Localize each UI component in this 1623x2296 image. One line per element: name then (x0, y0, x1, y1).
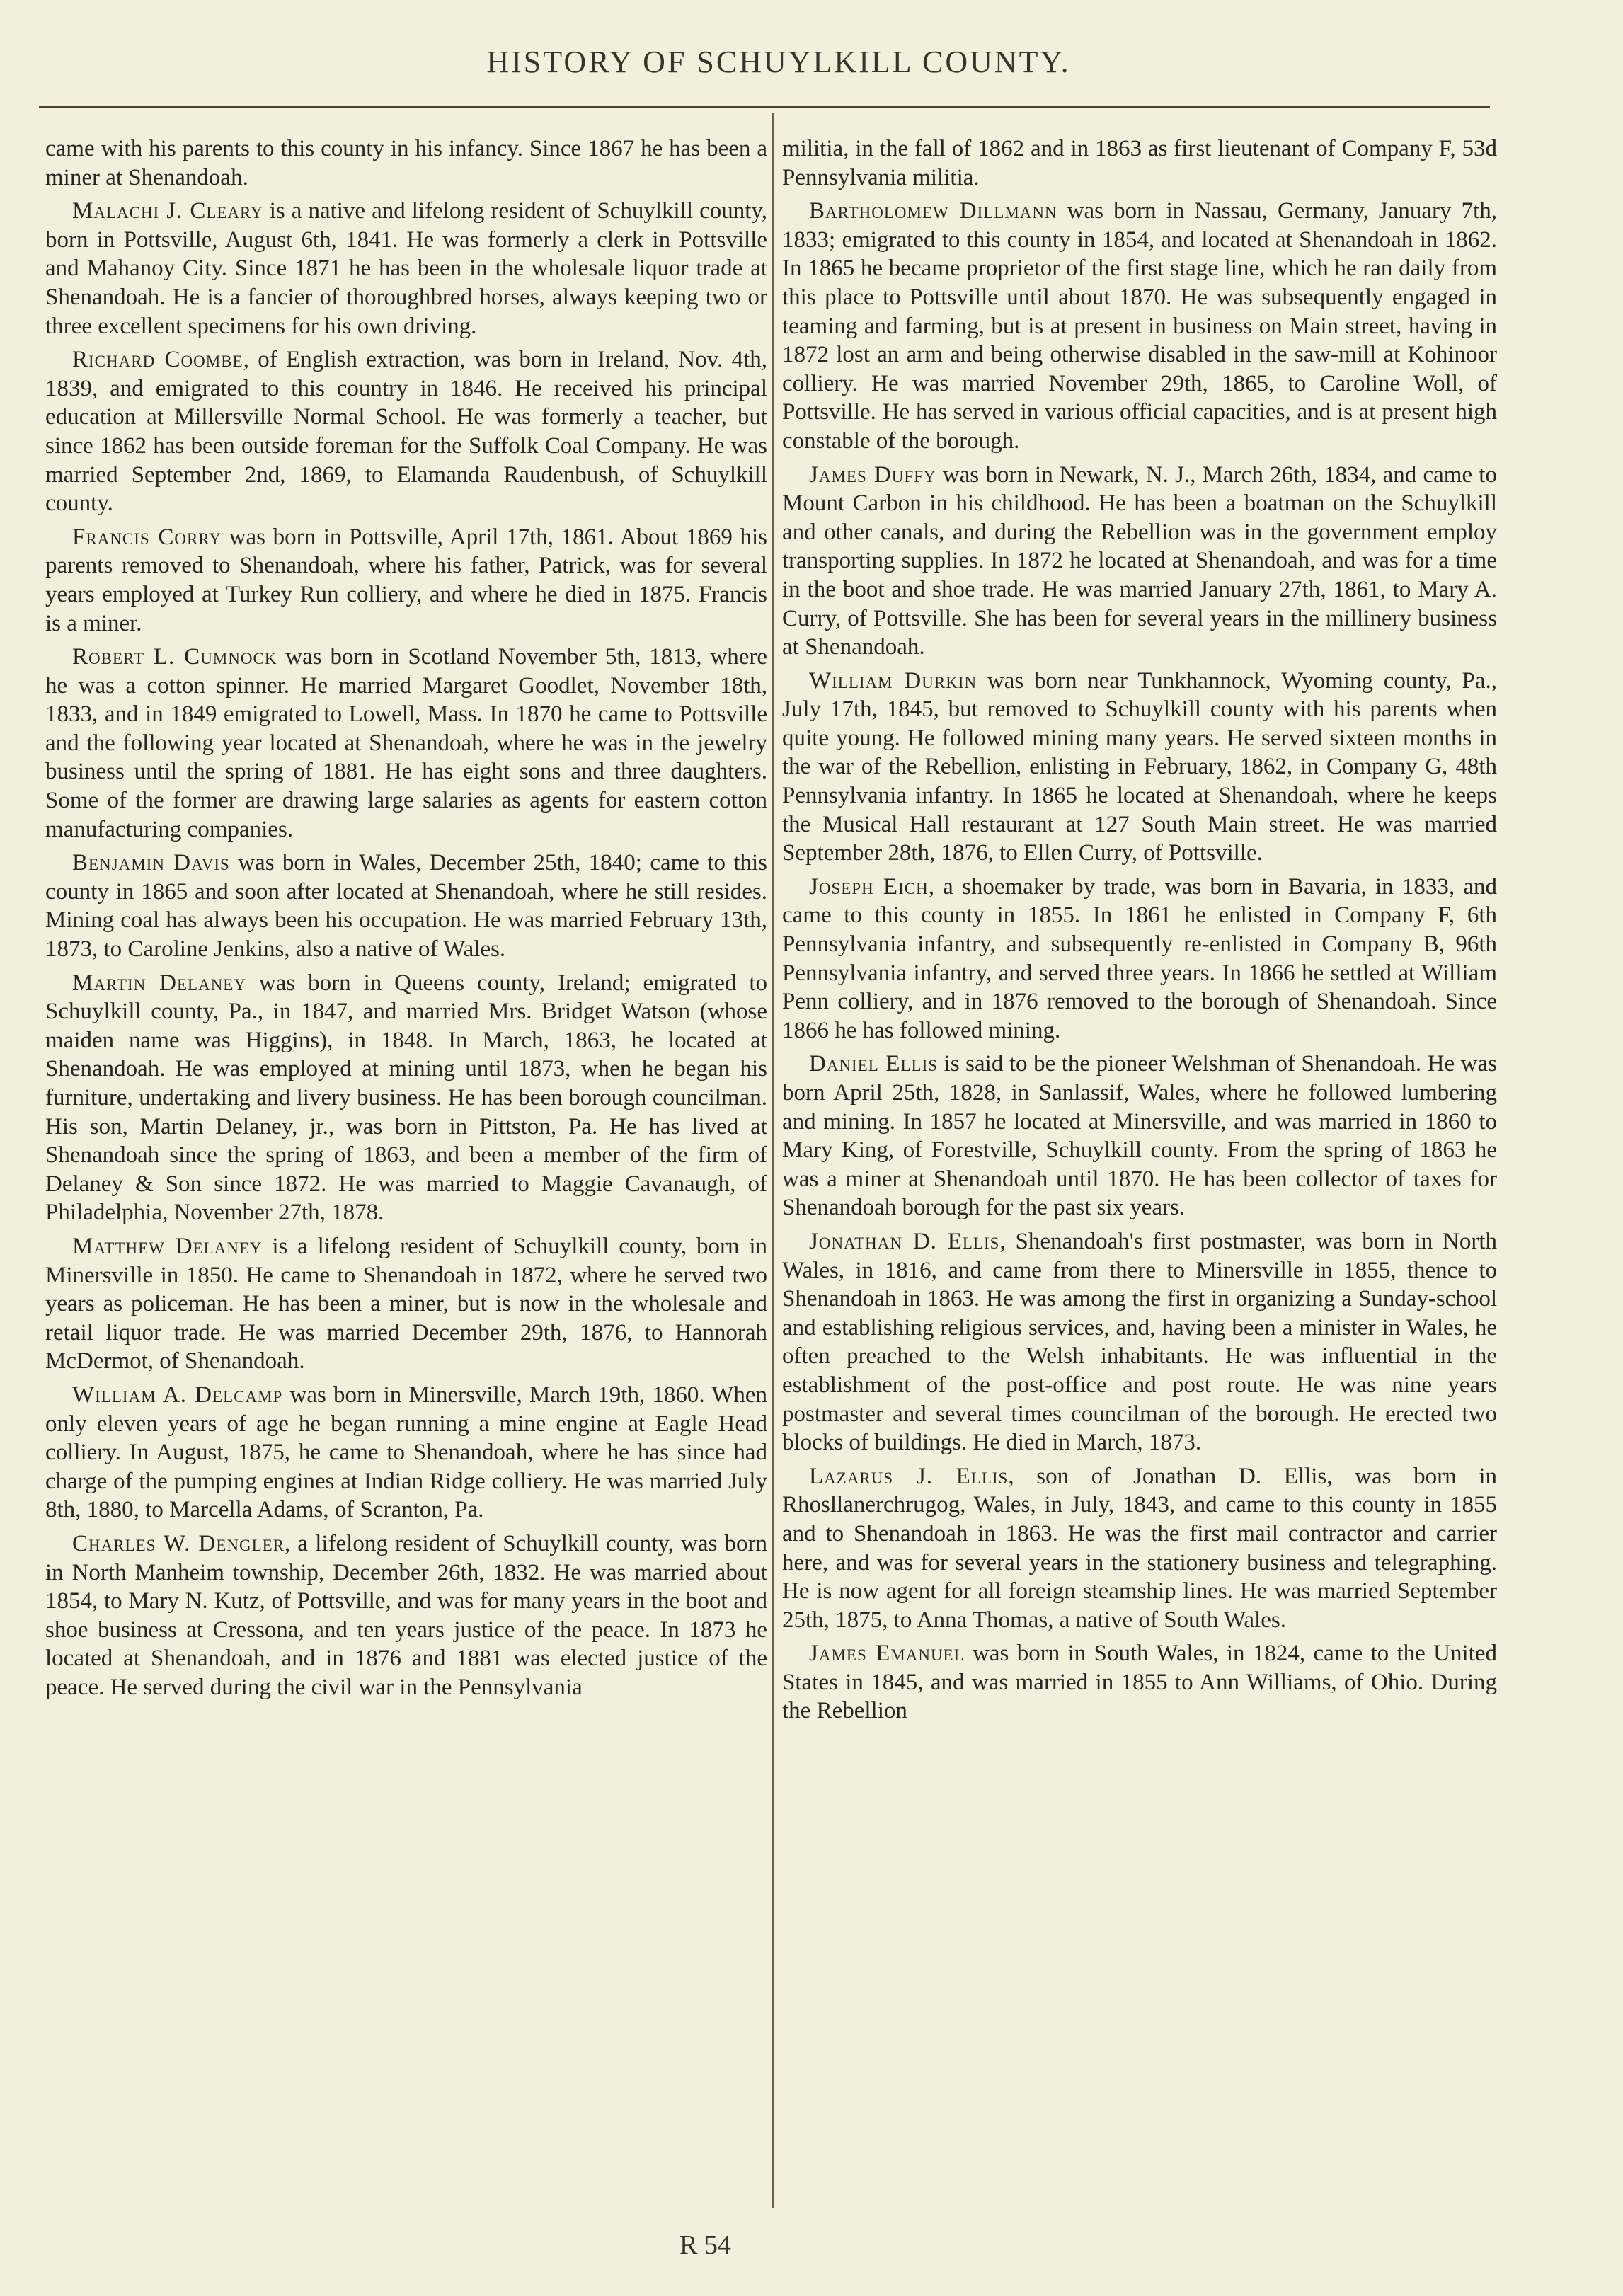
entry-text: , Shenandoah's first postmaster, was born in North Wales, in 1816, and came from there to Minersville in 1855, thence to Shenandoah in 1863. He was among the first in organizing a Sunday-school and establishing religious services, and, having been a minister in Wales, he often preached to the Welsh inhabitants. He was influential in the establishment of the post-office and post route. He was nine years postmaster and several times councilman of the borough. He erected two blocks of buildings. He died in March, 1873. (782, 1228, 1498, 1456)
entry-name: Robert L. Cumnock (72, 644, 277, 670)
entry-text: was born in Minersville, March 19th, 1860. When only eleven years of age he began running a mine engine at Eagle Head colliery. In August, 1875, he came to Shenandoah, where he has since had charge of the pumping engines at Indian Ridge colliery. He was married July 8th, 1880, to Marcella Adams, of Scranton, Pa. (45, 1382, 767, 1523)
page-signature: R 54 (679, 2230, 731, 2260)
biography-entry (45, 969, 767, 1227)
entry-name: William A. Delcamp (72, 1382, 283, 1408)
right-column (782, 134, 1497, 1726)
entry-name: Richard Coombe (72, 347, 243, 373)
entry-text: was born in Nassau, Germany, January 7th, 1833; emigrated to this county in 1854, and located at Shenandoah in 1862. In 1865 he became proprietor of the first stage line, which he ran daily from this place to Pottsville until about 1870. He was subsequently engaged in teaming and farming, but is at present in business on Main street, having in 1872 lost an arm and being otherwise disabled in the saw-mill at Kohinoor colliery. He was married November 29th, 1865, to Caroline Woll, of Pottsville. He has served in various official capacities, and is at present high constable of the borough. (782, 198, 1497, 454)
entry-name: Jonathan D. Ellis (809, 1228, 1000, 1254)
entry-name: Francis Corry (72, 524, 222, 550)
biography-entry (782, 1639, 1497, 1726)
entry-text: was born in South Wales, in 1824, came to the United States in 1845, and was married in 1855 to Ann Williams, of Ohio. During the Rebellion (782, 1641, 1497, 1724)
left-column (45, 134, 767, 1701)
biography-entry (45, 849, 767, 963)
entry-text: , of English extraction, was born in Ireland, Nov. 4th, 1839, and emigrated to this country in 1846. He received his principal education at Millersville Normal School. He was formerly a teacher, but since 1862 has been outside foreman for the Suffolk Coal Company. He was married September 2nd, 1869, to Elamanda Raudenbush, of Schuylkill county. (45, 347, 767, 517)
entry-text: , a lifelong resident of Schuylkill county, was born in North Manheim township, December 26th, 1832. He was married about 1854, to Mary N. Kutz, of Pottsville, and was for many years in the boot and shoe business at Cressona, and ten years justice of the peace. In 1873 he located at Shenandoah, and in 1876 and 1881 was elected justice of the peace. He served during the civil war in the Pennsylvania (45, 1530, 767, 1700)
biography-entry (782, 1227, 1497, 1457)
entry-text: is a lifelong resident of Schuylkill county, born in Minersville in 1850. He came to Shenandoah in 1872, where he served two years as policeman. He has been a miner, but is now in the wholesale and retail liquor trade. He was married December 29th, 1876, to Hannorah McDermot, of Shenandoah. (45, 1233, 767, 1374)
running-head-title: HISTORY OF SCHUYLKILL COUNTY. (486, 45, 1071, 79)
entry-text: was born near Tunkhannock, Wyoming county, Pa., July 17th, 1845, but removed to Schuylkill county with his parents when quite young. He followed mining many years. He served sixteen months in the war of the Rebellion, enlisting in February, 1862, in Company G, 48th Pennsylvania infantry. In 1865 he located at Shenandoah, where he keeps the Musical Hall restaurant at 127 South Main street. He was married September 28th, 1876, to Ellen Curry, of Pottsville. (782, 667, 1497, 866)
entry-name: Matthew Delaney (72, 1233, 263, 1259)
entry-name: William Durkin (809, 667, 977, 694)
biography-entry (45, 1381, 767, 1525)
entry-text: is a native and lifelong resident of Schuylkill county, born in Pottsville, August 6th, 1841. He was formerly a clerk in Pottsville and Mahanoy City. Since 1871 he has been in the wholesale liquor trade at Shenandoah. He is a fancier of thoroughbred horses, always keeping two or three excellent specimens for his own driving. (45, 198, 768, 339)
biography-entry (782, 1050, 1497, 1222)
header-rule (39, 106, 1490, 108)
biography-entry (782, 461, 1497, 662)
entry-text: came with his parents to this county in his infancy. Since 1867 he has been a miner at Shenandoah. (45, 136, 767, 190)
entry-text: , a shoemaker by trade, was born in Bavaria, in 1833, and came to this county in 1855. In 1861 he enlisted in Company F, 6th Pennsylvania infantry, and subsequently re-enlisted in Company B, 96th Pennsylvania infantry, and served three years. In 1866 he settled at William Penn colliery, and in 1876 removed to the borough of Shenandoah. Since 1866 he has followed mining. (782, 873, 1497, 1043)
biography-entry (782, 197, 1497, 455)
biography-entry (782, 1462, 1497, 1635)
entry-text: was born in Pottsville, April 17th, 1861. About 1869 his parents removed to Shenandoah, where his father, Patrick, was for several years employed at Turkey Run colliery, and where he died in 1875. Francis is a miner. (45, 524, 768, 636)
biography-entry (45, 345, 767, 518)
entry-name: Bartholomew Dillmann (809, 198, 1057, 224)
entry-name: Benjamin Davis (72, 850, 230, 876)
biography-entry (45, 523, 767, 638)
biography-entry (45, 1529, 767, 1702)
entry-name: James Duffy (809, 461, 936, 488)
biography-entry (782, 873, 1497, 1045)
biography-entry (782, 134, 1497, 192)
entry-name: James Emanuel (809, 1641, 965, 1667)
column-divider (772, 113, 774, 2208)
entry-text: was born in Queens county, Ireland; emigrated to Schuylkill county, Pa., in 1847, and married Mrs. Bridget Watson (whose maiden name was Higgins), in 1848. In March, 1863, he located at Shenandoah. He was employed at mining until 1873, when he began his furniture, undertaking and livery business. He has been borough councilman. His son, Martin Delaney, jr., was born in Pittston, Pa. He has lived at Shenandoah since the spring of 1863, and been a member of the firm of Delaney & Son since 1872. He was married to Maggie Cavanaugh, of Philadelphia, November 27th, 1878. (45, 970, 767, 1226)
entry-text: militia, in the fall of 1862 and in 1863 as first lieutenant of Company F, 53d Pennsylvania militia. (782, 136, 1497, 190)
biography-entry (782, 667, 1497, 868)
biography-entry (45, 197, 767, 340)
entry-text: , son of Jonathan D. Ellis, was born in Rhosllanerchrugog, Wales, in July, 1843, and came to this county in 1855 and to Shenandoah in 1863. He was the first mail contractor and carrier here, and was for several years in the stationery business and telegraphing. He is now agent for all foreign steamship lines. He was married September 25th, 1875, to Anna Thomas, a native of South Wales. (782, 1463, 1498, 1633)
entry-name: Lazarus J. Ellis (809, 1463, 1009, 1489)
entry-text: was born in Wales, December 25th, 1840; came to this county in 1865 and soon after located at Shenandoah, where he still resides. Mining coal has always been his occupation. He was married February 13th, 1873, to Caroline Jenkins, also a native of Wales. (45, 850, 768, 963)
entry-name: Malachi J. Cleary (72, 198, 263, 224)
entry-text: is said to be the pioneer Welshman of Shenandoah. He was born April 25th, 1828, in Sanlassif, Wales, where he followed lumbering and mining. In 1857 he located at Minersville, and was married in 1860 to Mary King, of Forestville, Schuylkill county. From the spring of 1863 he was a miner at Shenandoah until 1870. He has been collector of taxes for Shenandoah borough for the past six years. (782, 1051, 1497, 1221)
entry-name: Daniel Ellis (809, 1051, 939, 1077)
biography-entry (45, 134, 767, 192)
entry-text: was born in Scotland November 5th, 1813, where he was a cotton spinner. He married Margaret Goodlet, November 18th, 1833, and in 1849 emigrated to Lowell, Mass. In 1870 he came to Pottsville and the following year located at Shenandoah, where he was in the jewelry business until the spring of 1881. He has eight sons and three daughters. Some of the former are drawing large salaries as agents for eastern cotton manufacturing companies. (45, 644, 768, 842)
entry-name: Martin Delaney (72, 970, 246, 996)
biography-entry (45, 643, 767, 844)
entry-name: Joseph Eich (809, 873, 929, 900)
biography-entry (45, 1232, 767, 1376)
entry-name: Charles W. Dengler (72, 1530, 285, 1556)
entry-text: was born in Newark, N. J., March 26th, 1834, and came to Mount Carbon in his childhood. He has been a boatman on the Schuylkill and other canals, and during the Rebellion was in the government employ transporting supplies. In 1872 he located at Shenandoah, and was for a time in the boot and shoe trade. He was married January 27th, 1861, to Mary A. Curry, of Pottsville. She has been for several years in the millinery business at Shenandoah. (782, 461, 1497, 660)
